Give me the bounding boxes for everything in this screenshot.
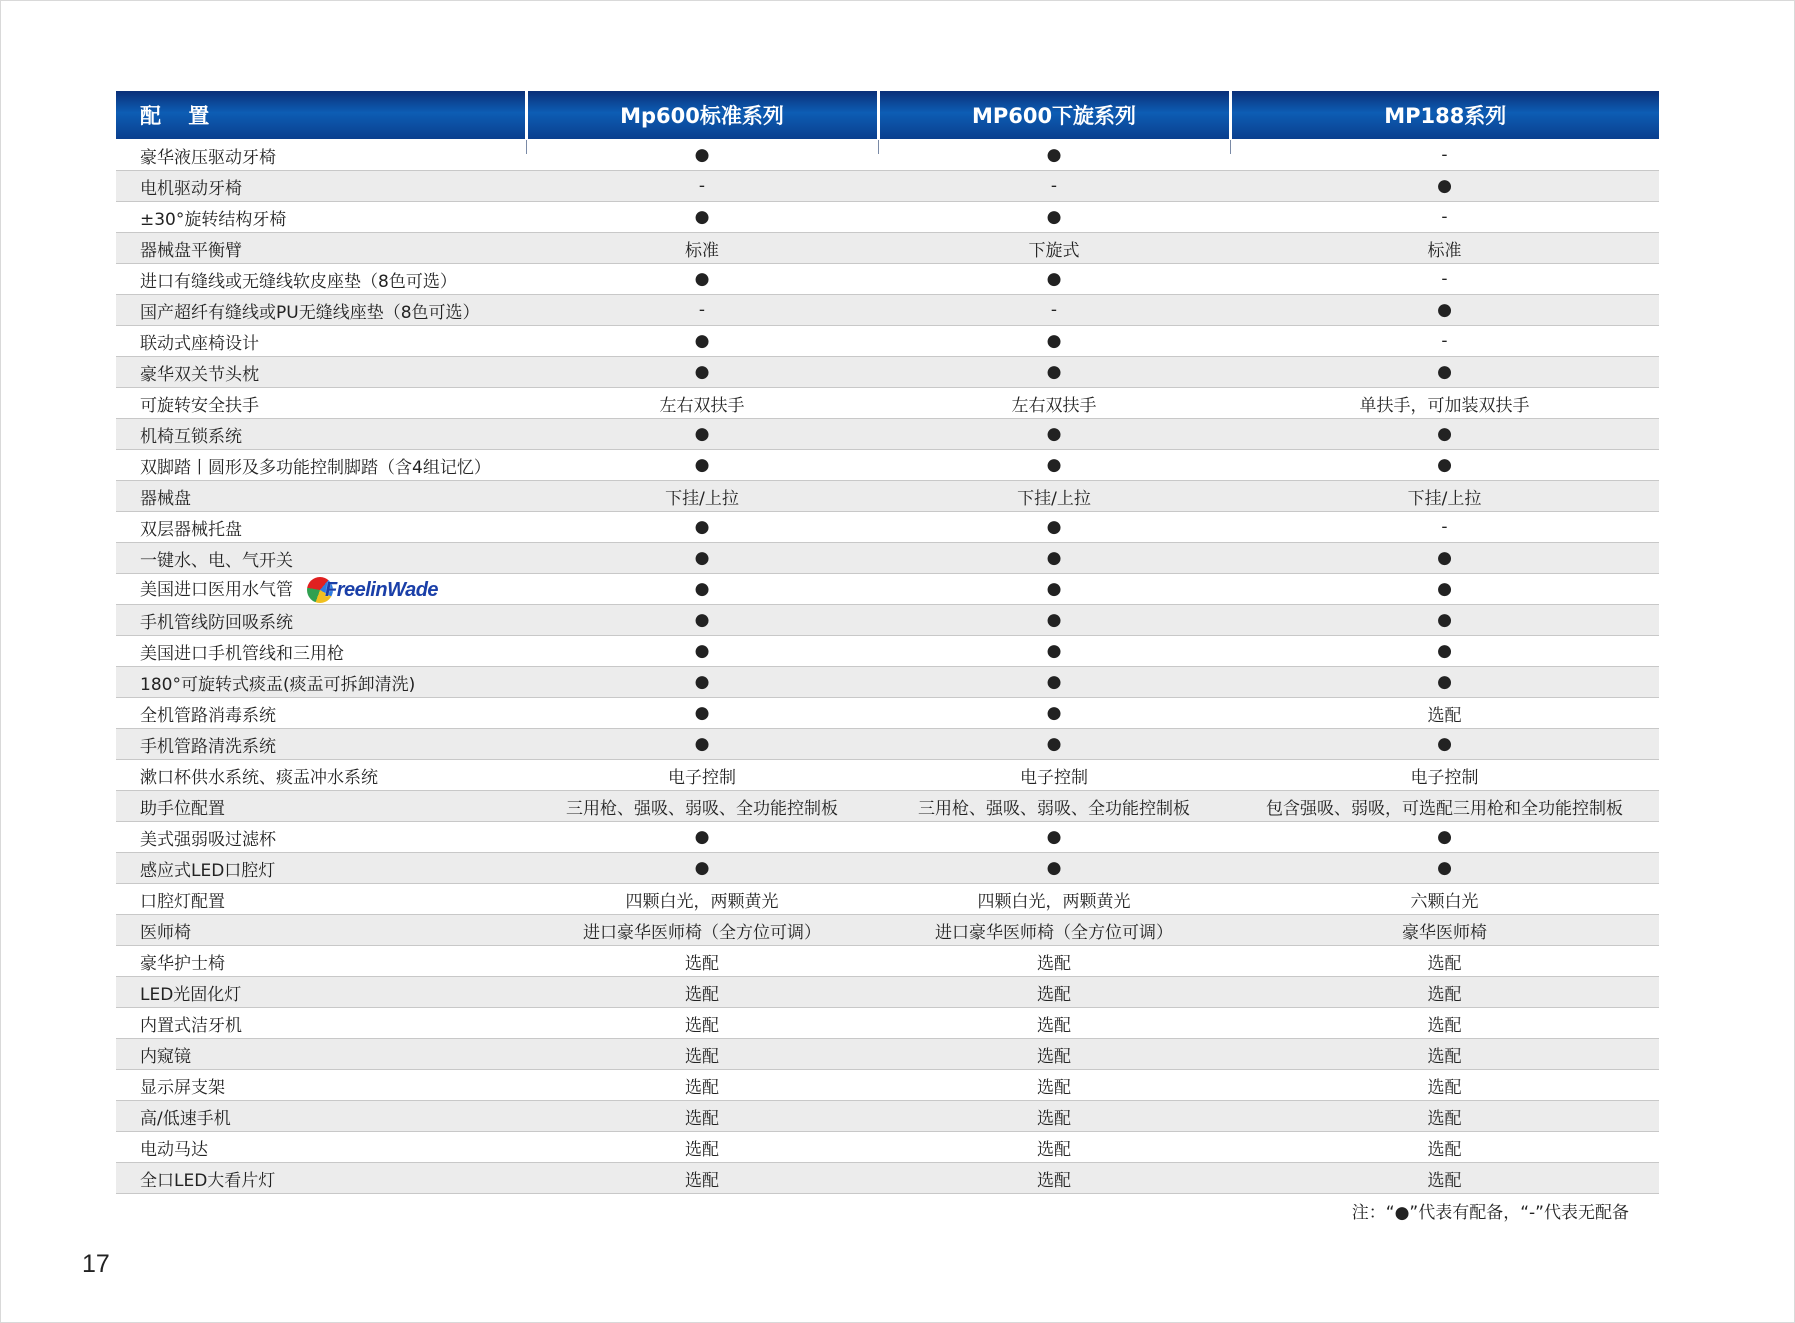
table-row — [116, 512, 1659, 543]
feature-name-cell — [116, 605, 526, 636]
value-cell: - — [878, 171, 1230, 202]
table-row — [116, 760, 1659, 791]
table-row — [116, 667, 1659, 698]
value-cell: 选配 — [878, 1163, 1230, 1194]
table-row — [116, 1132, 1659, 1163]
value-cell: 单扶手，可加装双扶手 — [1230, 388, 1659, 419]
page-number: 17 — [82, 1250, 110, 1278]
value-cell: 选配 — [1230, 1070, 1659, 1101]
value-cell: 选配 — [878, 1101, 1230, 1132]
value-cell: 豪华医师椅 — [1230, 915, 1659, 946]
table-row — [116, 1101, 1659, 1132]
header-mp188: MP188系列 — [1230, 91, 1659, 140]
feature-name-cell — [116, 574, 526, 605]
feature-label: 全机管路消毒系统 — [140, 705, 276, 726]
value-cell: ● — [526, 729, 878, 760]
feature-name-cell — [116, 853, 526, 884]
feature-label: 豪华护士椅 — [140, 953, 225, 974]
feature-name-cell — [116, 419, 526, 450]
feature-name-cell — [116, 233, 526, 264]
feature-name-cell — [116, 326, 526, 357]
feature-label: 助手位配置 — [140, 798, 225, 819]
table-row — [116, 1039, 1659, 1070]
value-cell: 选配 — [526, 1070, 878, 1101]
value-cell: ● — [526, 512, 878, 543]
feature-label: 180°可旋转式痰盂(痰盂可拆卸清洗) — [140, 674, 416, 695]
value-cell: 下挂/上拉 — [1230, 481, 1659, 512]
feature-name-cell — [116, 667, 526, 698]
value-cell: 左右双扶手 — [878, 388, 1230, 419]
feature-name-cell — [116, 295, 526, 326]
value-cell: 电子控制 — [526, 760, 878, 791]
feature-label: 美国进口手机管线和三用枪 — [140, 643, 344, 664]
value-cell: ● — [526, 543, 878, 574]
feature-name-cell — [116, 884, 526, 915]
feature-label: 器械盘平衡臂 — [140, 240, 242, 261]
table-row — [116, 636, 1659, 667]
value-cell: 选配 — [1230, 1132, 1659, 1163]
feature-name-cell — [116, 1132, 526, 1163]
value-cell: ● — [878, 636, 1230, 667]
value-cell: ● — [1230, 357, 1659, 388]
feature-name-cell — [116, 915, 526, 946]
value-cell: 选配 — [526, 1008, 878, 1039]
value-cell: ● — [878, 667, 1230, 698]
feature-name-cell — [116, 140, 526, 171]
table-row — [116, 822, 1659, 853]
table-body — [116, 140, 1659, 1194]
value-cell: 包含强吸、弱吸，可选配三用枪和全功能控制板 — [1230, 791, 1659, 822]
table-row — [116, 574, 1659, 605]
value-cell: ● — [878, 264, 1230, 295]
value-cell: ● — [1230, 605, 1659, 636]
feature-name-cell — [116, 729, 526, 760]
value-cell: ● — [526, 853, 878, 884]
table-row — [116, 450, 1659, 481]
legend-note: 注：“●”代表有配备，“-”代表无配备 — [1351, 1203, 1629, 1223]
value-cell: ● — [526, 202, 878, 233]
value-cell: 标准 — [1230, 233, 1659, 264]
value-cell: 下挂/上拉 — [526, 481, 878, 512]
value-cell: ● — [526, 264, 878, 295]
value-cell: ● — [878, 543, 1230, 574]
feature-label: 一键水、电、气开关 — [140, 550, 293, 571]
value-cell: - — [1230, 140, 1659, 171]
value-cell: ● — [878, 574, 1230, 605]
value-cell: ● — [526, 698, 878, 729]
feature-label: 双层器械托盘 — [140, 519, 242, 540]
value-cell: ● — [526, 822, 878, 853]
value-cell: ● — [1230, 822, 1659, 853]
feature-name-cell — [116, 698, 526, 729]
feature-label: 电机驱动牙椅 — [140, 178, 242, 199]
spec-comparison-table — [116, 91, 1659, 1194]
value-cell: 三用枪、强吸、弱吸、全功能控制板 — [878, 791, 1230, 822]
value-cell: 选配 — [1230, 698, 1659, 729]
table-row — [116, 1163, 1659, 1194]
value-cell: 六颗白光 — [1230, 884, 1659, 915]
feature-name-cell — [116, 946, 526, 977]
value-cell: 标准 — [526, 233, 878, 264]
value-cell: ● — [1230, 419, 1659, 450]
value-cell: ● — [526, 450, 878, 481]
value-cell: ● — [1230, 543, 1659, 574]
value-cell: 选配 — [526, 946, 878, 977]
value-cell: 电子控制 — [878, 760, 1230, 791]
value-cell: ● — [878, 326, 1230, 357]
value-cell: 选配 — [526, 1039, 878, 1070]
value-cell: 选配 — [526, 977, 878, 1008]
table-row — [116, 171, 1659, 202]
table-row — [116, 357, 1659, 388]
feature-name-cell — [116, 357, 526, 388]
value-cell: 选配 — [878, 1070, 1230, 1101]
feature-name-cell — [116, 1008, 526, 1039]
table-row — [116, 915, 1659, 946]
value-cell: - — [878, 295, 1230, 326]
value-cell: ● — [878, 202, 1230, 233]
feature-name-cell — [116, 450, 526, 481]
feature-label: 器械盘 — [140, 488, 191, 509]
feature-label: 可旋转安全扶手 — [140, 395, 259, 416]
table-row — [116, 698, 1659, 729]
feature-label: 联动式座椅设计 — [140, 333, 259, 354]
feature-label: 漱口杯供水系统、痰盂冲水系统 — [140, 767, 378, 788]
value-cell: 左右双扶手 — [526, 388, 878, 419]
value-cell: 选配 — [878, 946, 1230, 977]
value-cell: ● — [878, 512, 1230, 543]
table-row — [116, 543, 1659, 574]
value-cell: - — [1230, 202, 1659, 233]
feature-name-cell — [116, 791, 526, 822]
value-cell: ● — [878, 450, 1230, 481]
value-cell: - — [1230, 326, 1659, 357]
feature-name-cell — [116, 636, 526, 667]
feature-label: 手机管路清洗系统 — [140, 736, 276, 757]
value-cell: ● — [526, 357, 878, 388]
table-row — [116, 791, 1659, 822]
value-cell: 选配 — [1230, 1008, 1659, 1039]
value-cell: 选配 — [1230, 1163, 1659, 1194]
header-mp600-standard: Mp600标准系列 — [526, 91, 878, 140]
value-cell: ● — [526, 419, 878, 450]
value-cell: ● — [878, 605, 1230, 636]
value-cell: ● — [878, 853, 1230, 884]
value-cell: ● — [878, 140, 1230, 171]
feature-label: 豪华液压驱动牙椅 — [140, 147, 276, 168]
value-cell: ● — [878, 822, 1230, 853]
feature-label: 内窥镜 — [140, 1046, 191, 1067]
value-cell: ● — [1230, 574, 1659, 605]
value-cell: 选配 — [1230, 946, 1659, 977]
feature-name-cell — [116, 1101, 526, 1132]
feature-label: 美式强弱吸过滤杯 — [140, 829, 276, 850]
table-row — [116, 605, 1659, 636]
value-cell: 选配 — [526, 1163, 878, 1194]
value-cell: ● — [878, 419, 1230, 450]
feature-name-cell — [116, 512, 526, 543]
feature-name-cell — [116, 543, 526, 574]
header-mp600-lower: MP600下旋系列 — [878, 91, 1230, 140]
value-cell: 选配 — [526, 1132, 878, 1163]
value-cell: 选配 — [878, 1008, 1230, 1039]
value-cell: ● — [526, 574, 878, 605]
column-separator — [878, 140, 879, 155]
feature-name-cell — [116, 1070, 526, 1101]
value-cell: ● — [878, 698, 1230, 729]
value-cell: 三用枪、强吸、弱吸、全功能控制板 — [526, 791, 878, 822]
feature-name-cell — [116, 1039, 526, 1070]
value-cell: 下旋式 — [878, 233, 1230, 264]
value-cell: 选配 — [1230, 1101, 1659, 1132]
value-cell: ● — [1230, 636, 1659, 667]
feature-label: 豪华双关节头枕 — [140, 364, 259, 385]
feature-label: LED光固化灯 — [140, 984, 242, 1005]
value-cell: ● — [1230, 450, 1659, 481]
value-cell: ● — [1230, 729, 1659, 760]
feature-label: ±30°旋转结构牙椅 — [140, 209, 287, 230]
feature-name-cell — [116, 264, 526, 295]
feature-name-cell — [116, 388, 526, 419]
table-row — [116, 233, 1659, 264]
table-row — [116, 388, 1659, 419]
value-cell: - — [526, 295, 878, 326]
feature-label: 双脚踏丨圆形及多功能控制脚踏（含4组记忆） — [140, 457, 491, 478]
feature-name-cell — [116, 822, 526, 853]
value-cell: ● — [526, 667, 878, 698]
value-cell: - — [1230, 512, 1659, 543]
value-cell: ● — [1230, 171, 1659, 202]
value-cell: 选配 — [1230, 1039, 1659, 1070]
logo-text: FreelinWade — [325, 578, 439, 601]
table-row — [116, 946, 1659, 977]
feature-label: 电动马达 — [140, 1139, 208, 1160]
feature-label: 内置式洁牙机 — [140, 1015, 242, 1036]
feature-label: 医师椅 — [140, 922, 191, 943]
feature-label: 美国进口医用水气管 — [140, 580, 293, 600]
table-row — [116, 977, 1659, 1008]
value-cell: 电子控制 — [1230, 760, 1659, 791]
value-cell: 选配 — [878, 977, 1230, 1008]
table-row — [116, 884, 1659, 915]
value-cell: ● — [878, 729, 1230, 760]
feature-label: 高/低速手机 — [140, 1108, 231, 1129]
table-header-row — [116, 91, 1659, 140]
table-row — [116, 140, 1659, 171]
feature-label: 手机管线防回吸系统 — [140, 612, 293, 633]
value-cell: ● — [1230, 295, 1659, 326]
value-cell: ● — [1230, 853, 1659, 884]
value-cell: ● — [1230, 667, 1659, 698]
value-cell: ● — [526, 326, 878, 357]
value-cell: 选配 — [1230, 977, 1659, 1008]
feature-label: 进口有缝线或无缝线软皮座垫（8色可选） — [140, 271, 457, 292]
table-row — [116, 295, 1659, 326]
feature-label: 口腔灯配置 — [140, 891, 225, 912]
value-cell: ● — [526, 140, 878, 171]
feature-name-cell — [116, 760, 526, 791]
feature-name-cell — [116, 202, 526, 233]
value-cell: 四颗白光，两颗黄光 — [878, 884, 1230, 915]
table-row — [116, 853, 1659, 884]
value-cell: ● — [526, 636, 878, 667]
feature-label: 国产超纤有缝线或PU无缝线座垫（8色可选） — [140, 302, 480, 323]
value-cell: 进口豪华医师椅（全方位可调） — [878, 915, 1230, 946]
feature-name-cell — [116, 1163, 526, 1194]
value-cell: 进口豪华医师椅（全方位可调） — [526, 915, 878, 946]
feature-label: 感应式LED口腔灯 — [140, 860, 276, 881]
table-row — [116, 729, 1659, 760]
value-cell: 选配 — [878, 1132, 1230, 1163]
value-cell: ● — [526, 605, 878, 636]
feature-label: 全口LED大看片灯 — [140, 1170, 276, 1191]
value-cell: 四颗白光，两颗黄光 — [526, 884, 878, 915]
header-config: 配 置 — [116, 91, 526, 140]
feature-name-cell — [116, 481, 526, 512]
value-cell: ● — [878, 357, 1230, 388]
feature-name-cell — [116, 171, 526, 202]
value-cell: 选配 — [526, 1101, 878, 1132]
column-separator — [1230, 140, 1231, 155]
feature-label: 显示屏支架 — [140, 1077, 225, 1098]
value-cell: 选配 — [878, 1039, 1230, 1070]
table-row — [116, 419, 1659, 450]
feature-name-cell — [116, 977, 526, 1008]
table-row — [116, 1070, 1659, 1101]
table-row — [116, 202, 1659, 233]
table-row — [116, 326, 1659, 357]
freelinwade-logo — [307, 577, 438, 603]
column-separator — [526, 140, 527, 155]
value-cell: 下挂/上拉 — [878, 481, 1230, 512]
value-cell: - — [526, 171, 878, 202]
value-cell: - — [1230, 264, 1659, 295]
feature-label: 机椅互锁系统 — [140, 426, 242, 447]
table-row — [116, 1008, 1659, 1039]
table-row — [116, 264, 1659, 295]
table-row — [116, 481, 1659, 512]
